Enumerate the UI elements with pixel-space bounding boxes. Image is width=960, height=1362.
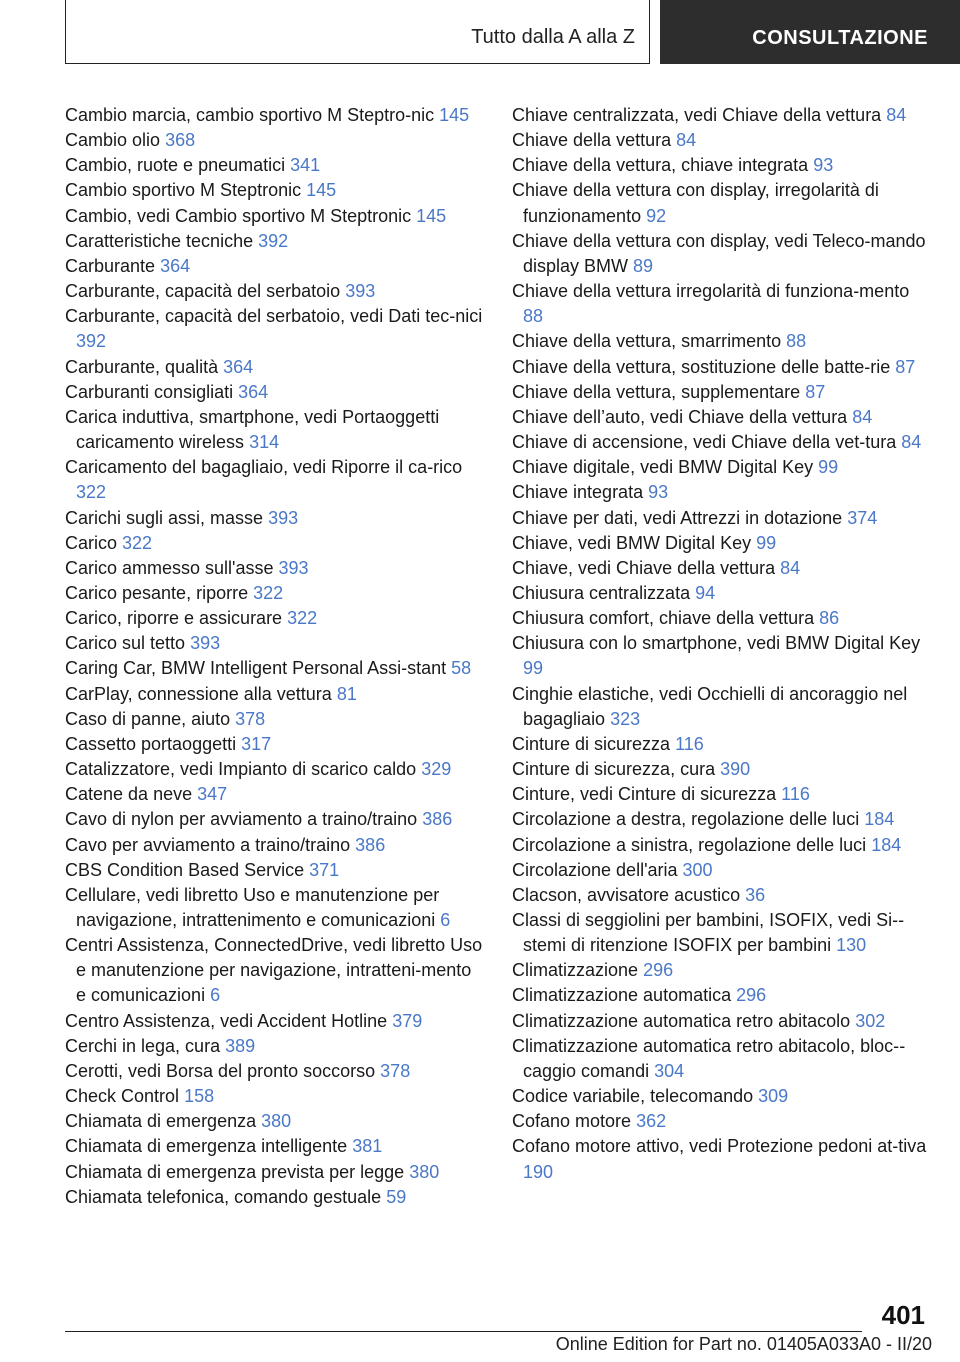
index-entry [512,883,932,908]
index-entry-text: CBS Condition Based Service [65,859,305,880]
page-reference-link[interactable]: 99 [756,532,777,553]
index-entry [65,581,485,606]
page-reference-link[interactable]: 94 [695,582,716,603]
index-entry [512,178,932,228]
index-entry [65,933,485,1008]
index-entry-text: Cinghie elastiche, vedi Occhielli di ancoraggio nel bagagliaio [512,683,908,729]
page-reference-link[interactable]: 393 [190,633,221,654]
index-entry [65,732,485,757]
index-entry-text: Carburante, capacità del serbatoio [65,281,341,302]
index-entry [65,1084,485,1109]
page-reference-link[interactable]: 393 [278,557,309,578]
page-reference-link[interactable]: 392 [258,230,289,251]
index-entry-text: Cambio marcia, cambio sportivo M Steptro-nic [65,105,435,125]
index-entry-text: Circolazione a destra, regolazione delle luci [512,809,860,830]
index-entry [512,556,932,581]
index-entry [512,430,932,455]
page-reference-link[interactable]: 386 [355,834,386,855]
page-reference-link[interactable]: 145 [439,105,470,125]
index-entry [512,380,932,405]
index-entry-text: Chiave della vettura, sostituzione delle batte-rie [512,356,891,377]
page-reference-link[interactable]: 81 [336,683,357,704]
index-entry [65,631,485,656]
index-entry [512,958,932,983]
page-reference-link[interactable]: 302 [855,1010,886,1031]
page-reference-link[interactable]: 184 [864,809,895,830]
page-reference-link[interactable]: 380 [409,1161,440,1182]
index-entry-text: Chiave, vedi BMW Digital Key [512,532,752,553]
page-reference-link[interactable]: 84 [901,432,922,453]
page-reference-link[interactable]: 364 [160,255,191,276]
index-entry [512,153,932,178]
index-entry [65,682,485,707]
index-entry-text: Chiave centralizzata, vedi Chiave della vettura [512,105,882,125]
index-entry [512,581,932,606]
page-number: 401 [881,1300,925,1330]
index-entry-text: Chiave della vettura con display, vedi Teleco-mando display BMW [512,230,926,276]
page-reference-link[interactable]: 92 [646,205,667,226]
index-entry-text: Cinture, vedi Cinture di sicurezza [512,784,777,805]
page-reference-link[interactable]: 158 [184,1086,215,1107]
page-reference-link[interactable]: 296 [643,960,674,981]
page-reference-link[interactable]: 300 [682,859,713,880]
index-entry-text: Chiave dell’auto, vedi Chiave della vettura [512,406,848,427]
section-label: Tutto dalla A alla Z [471,26,635,48]
index-entry [512,757,932,782]
footer-edition: Online Edition for Part no. 01405A033A0 - II/20 [555,1334,932,1354]
page-reference-link[interactable]: 87 [895,356,916,377]
index-entry [65,178,485,203]
page-reference-link[interactable]: 84 [780,557,801,578]
index-entry-text: Cambio, vedi Cambio sportivo M Steptronic [65,205,412,226]
index-entry [65,757,485,782]
index-entry [512,1084,932,1109]
index-entry-text: Chiusura con lo smartphone, vedi BMW Digital Key [512,633,921,654]
page-reference-link[interactable]: 145 [306,180,337,201]
index-entry-text: Chiave integrata [512,482,644,503]
index-entry-text: Caratteristiche tecniche [65,230,254,251]
index-entry [65,1009,485,1034]
index-entry [512,480,932,505]
index-entry-text: Chiave della vettura con display, irregolarità di funzionamento [512,180,879,226]
index-entry-text: Carica induttiva, smartphone, vedi Portaoggetti caricamento wireless [65,406,440,453]
page-reference-link[interactable]: 184 [871,834,902,855]
index-entry-text: Chiave della vettura, supplementare [512,381,801,402]
page-reference-link[interactable]: 393 [268,507,299,528]
index-entry-text: Chiave per dati, vedi Attrezzi in dotazione [512,507,843,528]
index-entry-text: Cerotti, vedi Borsa del pronto soccorso [65,1060,376,1081]
page-reference-link[interactable]: 381 [352,1136,383,1157]
header-section-box [65,0,650,64]
index-entry [512,355,932,380]
index-entry-text: Check Control [65,1086,180,1107]
page-reference-link[interactable]: 362 [636,1111,667,1132]
page-reference-link[interactable]: 322 [76,482,107,503]
page-reference-link[interactable]: 84 [886,105,907,125]
page-reference-link[interactable]: 99 [523,658,544,679]
page-reference-link[interactable]: 378 [380,1060,411,1081]
index-entry [512,229,932,279]
index-entry [65,807,485,832]
index-column-left [65,103,485,1210]
index-entry-text: Carburanti consigliati [65,381,234,402]
page-reference-link[interactable]: 130 [836,935,867,956]
index-entry [512,531,932,556]
page-reference-link[interactable]: 379 [392,1010,423,1031]
index-entry [512,983,932,1008]
index-entry-text: Cofano motore attivo, vedi Protezione pedoni at-tiva [512,1136,927,1157]
index-entry-text: Carburante [65,255,156,276]
index-entry [65,1034,485,1059]
page-reference-link[interactable]: 58 [451,658,472,679]
index-entry [65,1134,485,1159]
page-reference-link[interactable]: 87 [805,381,826,402]
index-entry-text: Clacson, avvisatore acustico [512,884,741,905]
page-reference-link[interactable]: 88 [523,306,544,327]
page-reference-link[interactable]: 323 [610,708,641,729]
index-entry-text: Cambio, ruote e pneumatici [65,155,286,176]
index-entry [65,355,485,380]
index-entry [512,732,932,757]
index-entry [65,556,485,581]
index-entry-text: Cambio olio [65,130,161,151]
page-reference-link[interactable]: 322 [287,608,318,629]
index-entry-text: Centro Assistenza, vedi Accident Hotline [65,1010,388,1031]
index-entry-text: Carico ammesso sull'asse [65,557,274,578]
index-entry-text: Chiave della vettura [512,130,672,151]
page-reference-link[interactable]: 393 [345,281,376,302]
index-entry-text: Carburante, qualità [65,356,219,377]
index-entry [65,204,485,229]
index-entry-text: Caso di panne, aiuto [65,708,231,729]
index-entry [65,506,485,531]
index-entry [65,405,485,455]
page-reference-link[interactable]: 116 [675,733,704,754]
page-reference-link[interactable]: 390 [720,759,751,780]
index-entry [65,782,485,807]
index-entry [512,103,932,128]
page-reference-link[interactable]: 341 [290,155,321,176]
index-entry [65,1109,485,1134]
index-entry [512,329,932,354]
page-reference-link[interactable]: 93 [648,482,669,503]
index-entry-text: Chiave, vedi Chiave della vettura [512,557,776,578]
index-entry [512,606,932,631]
page-reference-link[interactable]: 322 [253,582,284,603]
page-reference-link[interactable]: 329 [421,759,452,780]
index-entry-text: Cinture di sicurezza, cura [512,759,716,780]
index-entry [512,1134,932,1184]
index-entry-text: Chiave della vettura irregolarità di funziona-mento [512,281,910,302]
page-reference-link[interactable]: 378 [235,708,266,729]
index-entry [65,1160,485,1185]
index-entry-text: Cellulare, vedi libretto Uso e manutenzione per navigazione, intrattenimento e comunicazioni [65,884,440,930]
page-reference-link[interactable]: 116 [781,784,810,805]
page-reference-link[interactable]: 309 [758,1086,789,1107]
page-reference-link[interactable]: 304 [654,1060,685,1081]
index-entry-text: Climatizzazione automatica retro abitacolo [512,1010,851,1031]
index-entry-text: Cerchi in lega, cura [65,1035,221,1056]
index-entry-text: Carico, riporre e assicurare [65,608,283,629]
page-reference-link[interactable]: 371 [309,859,340,880]
index-entry [65,229,485,254]
index-entry-text: Cambio sportivo M Steptronic [65,180,302,201]
page-reference-link[interactable]: 93 [813,155,834,176]
index-entry [65,455,485,505]
index-entry-text: Codice variabile, telecomando [512,1086,754,1107]
index-entry [512,858,932,883]
page-reference-link[interactable]: 84 [676,130,697,151]
index-entry [512,506,932,531]
index-entry-text: Chiamata di emergenza [65,1111,257,1132]
index-entry [65,656,485,681]
index-entry [512,279,932,329]
index-entry-text: Climatizzazione automatica [512,985,732,1006]
page-reference-link[interactable]: 296 [736,985,767,1006]
index-entry-text: Caricamento del bagagliaio, vedi Riporre il ca-rico [65,457,463,478]
index-entry [512,1009,932,1034]
index-entry-text: Cinture di sicurezza [512,733,671,754]
index-entry-text: Classi di seggiolini per bambini, ISOFIX, vedi Si-stemi di ritenzione ISOFIX per bambini [512,910,905,956]
index-entry [512,1034,932,1084]
index-entry-text: Chiusura centralizzata [512,582,691,603]
page-reference-link[interactable]: 317 [241,733,272,754]
index-entry [512,455,932,480]
index-entry-text: Chiave digitale, vedi BMW Digital Key [512,457,814,478]
index-entry [65,128,485,153]
index-entry [512,631,932,681]
index-entry [512,833,932,858]
page-reference-link[interactable]: 368 [165,130,196,151]
index-entry [65,883,485,933]
index-entry-text: Carico pesante, riporre [65,582,249,603]
index-entry [512,405,932,430]
index-entry-text: Centri Assistenza, ConnectedDrive, vedi libretto Uso e manutenzione per navigazione, intratteni-mento e comunicazioni [65,935,483,1006]
index-entry [65,606,485,631]
index-entry-text: Carichi sugli assi, masse [65,507,264,528]
page-reference-link[interactable]: 364 [238,381,269,402]
page-reference-link[interactable]: 6 [440,910,451,930]
page-reference-link[interactable]: 190 [523,1161,554,1182]
footer-divider [65,1331,862,1332]
index-entry [512,128,932,153]
page-reference-link[interactable]: 89 [633,255,654,276]
index-entry-text: Climatizzazione automatica retro abitacolo, bloc-caggio comandi [512,1035,906,1081]
index-entry [65,103,485,128]
index-entry [512,1109,932,1134]
index-entry-text: Catene da neve [65,784,193,805]
page-reference-link[interactable]: 99 [818,457,839,478]
header-chapter-tab [660,0,960,64]
index-entry-text: Climatizzazione [512,960,639,981]
page-reference-link[interactable]: 322 [122,532,153,553]
index-entry-text: Circolazione dell'aria [512,859,678,880]
index-entry [65,153,485,178]
page-reference-link[interactable]: 36 [745,884,766,905]
index-entry [65,833,485,858]
index-column-right [512,103,932,1185]
index-entry [65,1185,485,1210]
page-reference-link[interactable]: 88 [786,331,807,352]
index-entry-text: Cavo per avviamento a traino/traino [65,834,351,855]
index-entry-text: CarPlay, connessione alla vettura [65,683,332,704]
index-entry [512,682,932,732]
index-entry-text: Chiusura comfort, chiave della vettura [512,608,815,629]
chapter-label: CONSULTAZIONE [752,26,928,49]
page-reference-link[interactable]: 386 [422,809,453,830]
index-entry [65,531,485,556]
page-reference-link[interactable]: 314 [249,432,280,453]
page-reference-link[interactable]: 347 [197,784,228,805]
index-entry-text: Chiave di accensione, vedi Chiave della vet-tura [512,432,897,453]
index-entry-text: Chiamata telefonica, comando gestuale [65,1186,382,1207]
index-entry-text: Cassetto portaoggetti [65,733,237,754]
page-reference-link[interactable]: 364 [223,356,254,377]
page-reference-link[interactable]: 380 [261,1111,292,1132]
index-entry-text: Carico [65,532,118,553]
index-entry-text: Chiamata di emergenza intelligente [65,1136,348,1157]
index-entry [65,858,485,883]
page-reference-link[interactable]: 86 [819,608,840,629]
page-reference-link[interactable]: 374 [847,507,878,528]
index-entry-text: Caring Car, BMW Intelligent Personal Assi-stant [65,658,447,679]
index-entry [512,908,932,958]
index-entry [65,707,485,732]
page-reference-link[interactable]: 145 [416,205,447,226]
index-entry-text: Cofano motore [512,1111,632,1132]
index-entry-text: Carico sul tetto [65,633,186,654]
page-reference-link[interactable]: 392 [76,331,107,352]
index-entry-text: Carburante, capacità del serbatoio, vedi Dati tec-nici [65,306,483,327]
index-entry [512,807,932,832]
page-reference-link[interactable]: 389 [225,1035,256,1056]
index-entry [65,304,485,354]
page-reference-link[interactable]: 6 [210,985,221,1006]
page-reference-link[interactable]: 59 [386,1186,407,1207]
index-entry-text: Chiave della vettura, chiave integrata [512,155,809,176]
index-entry-text: Catalizzatore, vedi Impianto di scarico caldo [65,759,417,780]
index-entry-text: Circolazione a sinistra, regolazione delle luci [512,834,867,855]
index-entry-text: Chiave della vettura, smarrimento [512,331,782,352]
index-entry [65,380,485,405]
index-entry [512,782,932,807]
index-entry [65,254,485,279]
index-entry [65,1059,485,1084]
index-entry [65,279,485,304]
index-entry-text: Chiamata di emergenza prevista per legge [65,1161,405,1182]
page-reference-link[interactable]: 84 [852,406,873,427]
index-entry-text: Cavo di nylon per avviamento a traino/traino [65,809,418,830]
